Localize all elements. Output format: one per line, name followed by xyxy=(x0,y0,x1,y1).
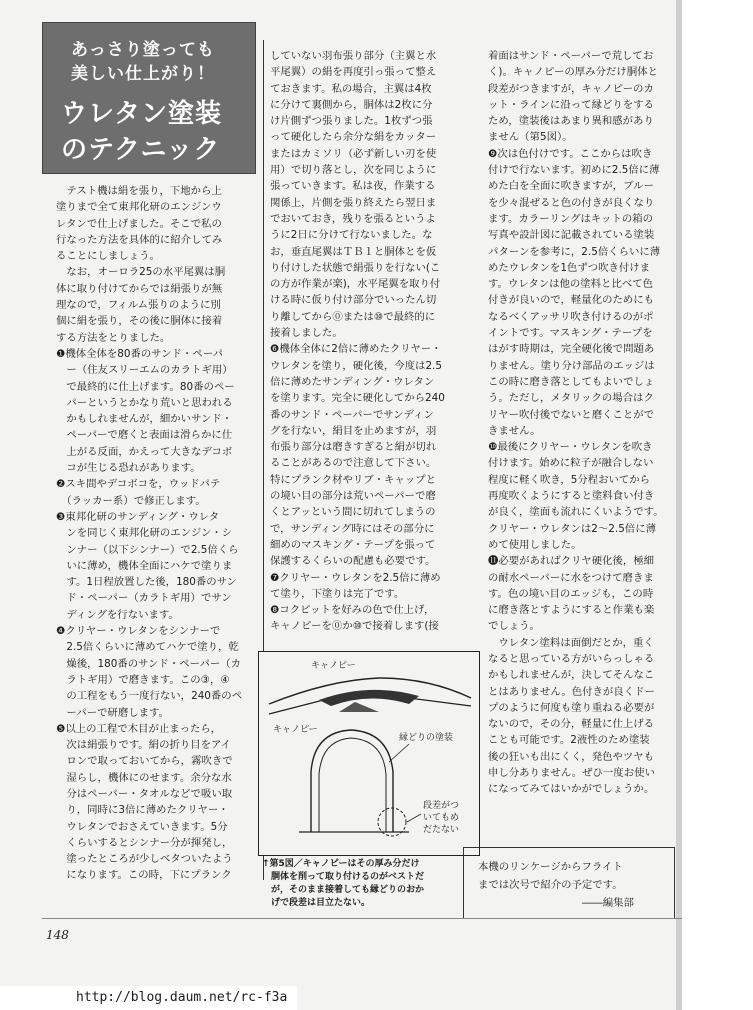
article-column-3 xyxy=(488,48,688,798)
text-line: はがす時期は，完全硬化後で問題あ xyxy=(488,343,655,356)
figure-label-canopy-top: キャノピー xyxy=(311,661,356,671)
page-bottom-rule xyxy=(42,918,682,919)
text-line: 保護するくらいの配慮も必要です。 xyxy=(270,555,436,568)
text-line: なお，オーロラ25の水平尾翼は胴 xyxy=(56,266,226,279)
text-line: 着面はサンド・ペーパーで荒してお xyxy=(488,50,654,62)
text-line: ❹クリヤー・ウレタンをシンナーで xyxy=(56,625,221,638)
main-title-line-2: のテクニック xyxy=(61,135,221,165)
text-line: ます。カラーリングはキットの箱の xyxy=(488,212,654,225)
text-line: ことも可能です。2液性のため塗装 xyxy=(488,734,650,747)
text-line: ンを同じく東邦化研のエンジン・シ xyxy=(56,527,233,540)
text-line: めた白を全面に吹きますが，ブルー xyxy=(488,180,654,193)
text-line: う。ただし，メタリックの場合はク xyxy=(488,392,654,405)
text-line: り離してから⓪または⑩で最終的に xyxy=(270,310,436,323)
text-line: りません。塗り分け部品のエッジは xyxy=(488,359,655,372)
text-line: ける時に仮り付け部分でいったん切 xyxy=(270,294,437,307)
text-line: なるべくアッサリ吹き付けるのがポ xyxy=(488,310,654,323)
text-line: になってみてはいかがでしょうか。 xyxy=(488,783,655,796)
text-line: していない羽布張り部分（主翼と水 xyxy=(270,50,437,62)
text-line: の工程をもう一度行ない，240番のペ xyxy=(56,690,243,703)
editor-note-box xyxy=(463,847,675,919)
text-line: を少々混ぜると色の付きが良くなり xyxy=(488,196,655,209)
text-line: めて使用しました。 xyxy=(488,538,582,551)
text-line: 上がる反面，かえって大きなデコボ xyxy=(56,445,233,458)
editor-note-line-1: 本機のリンケージからフライト xyxy=(478,861,623,873)
text-line: 段差がつきますが，キャノピーのカ xyxy=(488,82,654,95)
figure-label-canopy-side: キャノピー xyxy=(273,725,318,735)
text-line: が良く，塗面も流れにくいようです。 xyxy=(488,506,664,519)
text-line: 理なので，フィルム張りのように別 xyxy=(56,299,221,312)
text-line: くとアッという間に切れてしまうの xyxy=(270,506,436,519)
text-line: ンナー（以下シンナー）で2.5倍くら xyxy=(56,543,239,556)
text-line: 付きが良いので，軽量化のためにも xyxy=(488,294,655,307)
text-line: 番のサンド・ペーパーでサンディン xyxy=(270,408,434,421)
text-line: 細めのマスキング・テープを張って xyxy=(270,538,436,551)
text-line: めたウレタンを1色ずつ吹き付けま xyxy=(488,261,651,274)
text-line: ておきます。私の場合，主翼は4枚 xyxy=(270,82,432,95)
text-line: ❾次は色付けです。ここからは吹き xyxy=(488,147,653,160)
text-line: 写真や設計図に記載されている塗装 xyxy=(488,229,655,242)
text-line: ❷スキ間やデコボコを，ウッドパテ xyxy=(56,478,221,491)
text-line: ウレタン塗料は面倒だとか，重く xyxy=(488,636,654,649)
text-line: 行なった方法を具体的に紹介してみ xyxy=(56,233,223,246)
text-line: で最終的に仕上げます。80番のペー xyxy=(56,380,235,393)
text-line: パーというとかなり荒いと思われる xyxy=(56,396,233,409)
text-line: ❿最後にクリヤー・ウレタンを吹き xyxy=(488,441,653,454)
page-edge xyxy=(682,0,753,1010)
article-column-1 xyxy=(56,183,271,884)
text-line: 体に取り付けてからでは絹張りが無 xyxy=(56,282,223,295)
text-line: くらいするとシンナー分が揮発し， xyxy=(56,836,233,849)
text-line: ❺以上の工程で木目が止まったら， xyxy=(56,722,222,735)
text-line: を塗ります。完全に硬化してから240 xyxy=(270,392,445,405)
text-line: り，同時に3倍に薄めたクリヤー・ xyxy=(56,804,229,817)
figure-label-step: 段差がつ いてもめ だたない xyxy=(423,801,460,835)
text-line: ため，塗装後はあまり異和感があり xyxy=(488,115,654,128)
text-line: 接着しました。 xyxy=(270,327,343,340)
text-line: になります。この時，下にプランク xyxy=(56,869,232,882)
text-line: ラトギ用）で磨きます。この③，④ xyxy=(56,673,230,686)
text-line: ることにしましょう。 xyxy=(56,250,160,263)
text-line: ❼クリヤー・ウレタンを2.5倍に薄め xyxy=(270,571,441,584)
text-line: かもしれませんが，決してそんなこ xyxy=(488,669,655,682)
text-line: 倍に薄めたサンディング・ウレタン xyxy=(270,375,435,388)
editor-note-signature: ――編集部 xyxy=(582,897,634,909)
text-line: 特にプランク材やリブ・キャップと xyxy=(270,473,437,486)
text-line: ることがあるので注意して下さい。 xyxy=(270,457,437,470)
text-line: 付けます。始めに粒子が融合しない xyxy=(488,457,654,470)
text-line: ⓫必要があればクリヤ硬化後，極細 xyxy=(488,555,655,568)
text-line: いに薄め，機体全面にハケで塗りま xyxy=(56,559,233,572)
text-line: 次は絹張りです。絹の折り目をアイ xyxy=(56,739,231,752)
text-line: きません。 xyxy=(488,424,541,437)
text-line: 分はペーパー・タオルなどで吸い取 xyxy=(56,787,233,800)
text-line: 関係上，片側を張り終えたら翌日ま xyxy=(270,196,437,209)
text-line: お，垂直尾翼はＴＢ１と胴体とを仮 xyxy=(270,245,437,258)
text-line: またはカミソリ（必ず新しい刃を使 xyxy=(270,147,437,160)
text-line: とはありません。色付きが良くドー xyxy=(488,685,655,698)
text-line: でしょう。 xyxy=(488,620,540,633)
text-line: なると思っている方がいらっしゃる xyxy=(488,652,655,665)
text-line: 後の狂いも出にくく，発色やツヤも xyxy=(488,750,655,763)
text-line: 燥後，180番のサンド・ペーパー（カ xyxy=(56,657,242,670)
figure-label-edge-paint: 縁どりの塗装 xyxy=(399,733,454,743)
text-line: って硬化したら余分な絹をカッター xyxy=(270,131,437,144)
text-line: 塗りまで全て東邦化研のエンジンウ xyxy=(56,201,222,214)
subtitle-line-2: 美しい仕上がり！ xyxy=(71,64,215,84)
text-line: ディングを行ないます。 xyxy=(56,608,179,621)
text-line: す。1日程放置した後，180番のサン xyxy=(56,576,237,589)
subtitle-line-1: あっさり塗っても xyxy=(71,40,215,60)
text-line: り付けした状態で絹張りを行ない(こ xyxy=(270,261,441,274)
text-line: で，サンディング時にはその部分に xyxy=(270,522,435,535)
article-column-2 xyxy=(270,48,482,635)
text-line: リヤー吹付後でないと磨くことがで xyxy=(488,408,655,421)
text-line: 2.5倍くらいに薄めてハケで塗り，乾 xyxy=(56,641,239,654)
text-line: （ラッカー系）で修正します。 xyxy=(56,494,206,507)
text-line: 布張り部分は磨きすぎると絹が切れ xyxy=(270,441,437,454)
text-line: の耐水ペーパーに水をつけて磨きま xyxy=(488,571,654,584)
text-line: 塗ったところが少しベタついたよう xyxy=(56,853,233,866)
text-line: レタンで仕上げました。そこで私の xyxy=(56,217,222,230)
text-line: に磨き落とすようにすると作業も楽 xyxy=(488,604,655,617)
text-line: プのように何度も塗り重ねる必要が xyxy=(488,701,655,714)
text-line: ❶機体全体を80番のサンド・ペーパ xyxy=(56,347,223,360)
text-line: ーパーで研磨します。 xyxy=(56,706,169,719)
text-line: 付けで行ないます。初めに2.5倍に薄 xyxy=(488,164,660,177)
text-line: ー（住友スリーエムのカラトギ用） xyxy=(56,364,233,377)
text-line: イントです。マスキング・テープを xyxy=(488,327,653,340)
figure-caption: ↑第5図／キャノピーはその厚み分だけ 胴体を削って取り付けるのがベストだ が，そのまま接着しても縁どりのおか げで段差は目立たない。 xyxy=(262,859,425,908)
text-line: ウレタンでおさえていきます。5分 xyxy=(56,820,228,833)
text-line: す。色の境い目のエッジも，この時 xyxy=(488,587,654,600)
text-line: コが生じる恐れがあります。 xyxy=(56,462,201,475)
text-line: 平尾翼）の絹を再度引っ張って整え xyxy=(270,66,437,79)
source-url-watermark: http://blog.daum.net/rc-f3a xyxy=(0,986,297,1010)
main-title-line-1: ウレタン塗装 xyxy=(61,99,222,129)
text-line: ❽コクピットを好みの色で仕上げ， xyxy=(270,604,435,617)
text-line: この時に磨き落としてもよいでしょ xyxy=(488,375,655,388)
text-line: ド・ペーパー（カラトギ用）でサン xyxy=(56,592,232,605)
text-line: て塗り，下塗りは完了です。 xyxy=(270,587,405,600)
text-line: ペーパーで磨くと表面は滑らかに仕 xyxy=(56,429,233,442)
text-line: グを行ない，絹目を止めますが，羽 xyxy=(270,424,437,437)
page-number: 148 xyxy=(46,928,69,942)
text-line: ロンで取っておいてから，霧吹きで xyxy=(56,755,233,768)
title-block xyxy=(42,22,256,174)
text-line: す。ウレタンは他の塗料と比べて色 xyxy=(488,278,654,291)
text-line: パターンを参考に，2.5倍くらいに薄 xyxy=(488,245,661,258)
text-line: ット・ラインに沿って縁どりをする xyxy=(488,98,654,111)
text-line: でおいておき，残りを張るというよ xyxy=(270,212,436,225)
text-line: に分けて裏側から，胴体は2枚に分 xyxy=(270,98,433,111)
text-line: ません（第5図）。 xyxy=(488,131,573,144)
text-line: 程度に軽く吹き，5分程おいてから xyxy=(488,473,651,486)
text-line: ないので，その分，軽量に仕上げる xyxy=(488,718,655,731)
text-line: く)。キャノピーの厚み分だけ胴体と xyxy=(488,66,658,79)
text-line: の方が作業が楽)，水平尾翼を取り付 xyxy=(270,278,441,291)
text-line: 個に絹を張り，その後に胴体に接着 xyxy=(56,315,223,328)
text-line: キャノピーを⓪か⑩で接着します(接 xyxy=(270,620,439,633)
text-line: 再度吹くようにすると塗料食い付き xyxy=(488,490,655,503)
text-line: 申し分ありません。ぜひ一度お使い xyxy=(488,767,655,780)
text-line: うに2日に分けて行ないました。な xyxy=(270,229,433,242)
text-line: クリヤー・ウレタンは2～2.5倍に薄 xyxy=(488,522,656,535)
text-line: テスト機は絹を張り，下地から上 xyxy=(56,185,222,197)
text-line: ❻機体全体に2倍に薄めたクリヤー・ xyxy=(270,343,442,356)
text-line: かもしれませんが，細かいサンド・ xyxy=(56,413,233,426)
text-line: の境い目の部分は荒いペーパーで磨 xyxy=(270,490,436,503)
text-line: ❸東邦化研のサンディング・ウレタ xyxy=(56,510,220,523)
editor-note-line-2: までは次号で紹介の予定です。 xyxy=(478,879,623,891)
text-line: け片側ずつ張りました。1枚ずつ張 xyxy=(270,115,433,128)
figure-5-canopy-diagram xyxy=(258,651,480,856)
text-line: 用）で切り落とし，次を同じように xyxy=(270,164,437,177)
text-line: 湿らし，機体にのせます。余分な水 xyxy=(56,771,232,784)
text-line: ウレタンを塗り，硬化後，今度は2.5 xyxy=(270,359,442,372)
text-line: する方法をとりました。 xyxy=(56,331,171,344)
text-line: 張っていきます。私は夜，作業する xyxy=(270,180,436,193)
